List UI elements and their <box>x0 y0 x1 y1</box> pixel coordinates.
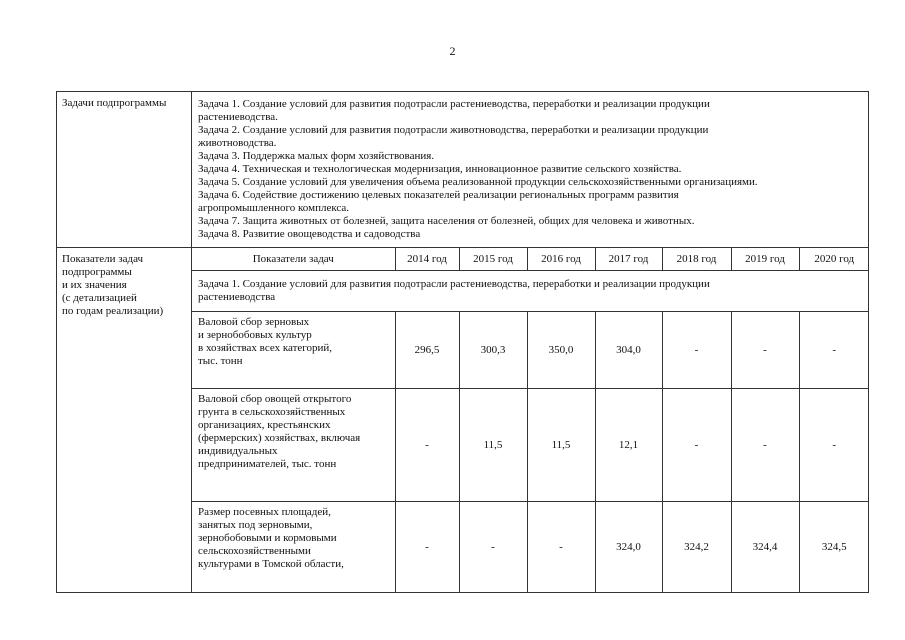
indicator-value: - <box>527 502 595 593</box>
tasks-list <box>192 92 869 248</box>
indicator-value: 324,5 <box>799 502 869 593</box>
indicator-value: 11,5 <box>527 389 595 502</box>
indicator-name-line: культурами в Томской области, <box>198 558 344 570</box>
indicator-name-line: Размер посевных площадей, <box>198 506 331 518</box>
indicator-value: 300,3 <box>459 312 527 389</box>
indicator-value: - <box>799 312 869 389</box>
task-line: Задача 6. Содействие достижению целевых показателей реализации региональных программ развития <box>198 189 679 201</box>
task-title <box>192 271 869 312</box>
indicator-name-line: грунта в сельскохозяйственных <box>198 406 346 418</box>
indicator-name <box>192 502 395 593</box>
indicator-value: - <box>395 389 459 502</box>
indicator-name-line: (фермерских) хозяйствах, включая <box>198 432 361 444</box>
indicator-name <box>192 312 395 389</box>
indicators-values-cell <box>192 248 869 593</box>
task-line: растениеводства. <box>198 111 278 123</box>
indicator-name-line: тыс. тонн <box>198 355 243 367</box>
indicator-value: - <box>459 502 527 593</box>
header-indicator-name: Показатели задач <box>252 252 334 265</box>
indicator-row <box>192 312 869 389</box>
indicator-name-line: зернобобовыми и кормовыми <box>198 532 337 544</box>
indicators-label-line: подпрограммы <box>62 266 132 278</box>
task-title-line: Задача 1. Создание условий для развития подотрасли растениеводства, переработки и реализации продукции <box>198 278 710 290</box>
tasks-label: Задачи подпрограммы <box>62 97 167 109</box>
indicator-name-line: Валовой сбор овощей открытого <box>198 393 352 405</box>
indicator-value: - <box>731 389 799 502</box>
indicator-value: - <box>395 502 459 593</box>
task-line: Задача 8. Развитие овощеводства и садоводства <box>198 228 421 240</box>
indicator-value: - <box>731 312 799 389</box>
header-year: 2015 год <box>459 248 527 271</box>
header-year: 2020 год <box>799 248 869 271</box>
indicator-row <box>192 389 869 502</box>
indicator-value: 324,2 <box>662 502 731 593</box>
indicators-label-line: по годам реализации) <box>62 305 164 317</box>
page-number: 2 <box>449 44 456 58</box>
task-line: животноводства. <box>198 137 277 149</box>
task-line: Задача 3. Поддержка малых форм хозяйствования. <box>198 150 435 162</box>
indicator-name-line: организациях, крестьянских <box>198 419 331 431</box>
task-title-row <box>192 271 869 312</box>
indicators-header-row <box>192 248 869 271</box>
indicator-value: - <box>662 389 731 502</box>
indicator-name-line: индивидуальных <box>198 445 278 457</box>
indicator-value: 12,1 <box>595 389 662 502</box>
indicator-value: 304,0 <box>595 312 662 389</box>
task-line: агропромышленного комплекса. <box>198 202 350 214</box>
indicators-table <box>192 248 869 592</box>
task-line: Задача 1. Создание условий для развития подотрасли растениеводства, переработки и реализации продукции <box>198 98 710 110</box>
indicator-value: 11,5 <box>459 389 527 502</box>
indicator-name-line: Валовой сбор зерновых <box>198 316 310 328</box>
subprogram-passport-table <box>56 91 869 593</box>
indicator-name-line: и зернобобовых культур <box>198 329 312 341</box>
header-year: 2017 год <box>595 248 662 271</box>
indicator-value: 296,5 <box>395 312 459 389</box>
header-year: 2016 год <box>527 248 595 271</box>
header-year: 2014 год <box>395 248 459 271</box>
indicators-row <box>57 248 869 593</box>
indicator-name-line: занятых под зерновыми, <box>198 519 313 531</box>
task-line: Задача 4. Техническая и технологическая модернизация, инновационное развитие сельского хозяйства. <box>198 163 682 175</box>
indicator-row <box>192 502 869 593</box>
task-title-line: растениеводства <box>198 291 276 303</box>
indicator-value: 350,0 <box>527 312 595 389</box>
indicators-label-line: Показатели задач <box>62 253 144 265</box>
tasks-label-cell <box>57 92 192 248</box>
task-line: Задача 7. Защита животных от болезней, защита населения от болезней, общих для человека и животных. <box>198 215 695 227</box>
indicators-label-line: и их значения <box>62 279 127 291</box>
indicator-name <box>192 389 395 502</box>
indicator-value: - <box>662 312 731 389</box>
indicator-value: - <box>799 389 869 502</box>
indicators-label-line: (с детализацией <box>62 292 137 304</box>
indicators-label-cell <box>57 248 192 593</box>
indicator-name-line: предпринимателей, тыс. тонн <box>198 458 337 470</box>
task-line: Задача 2. Создание условий для развития подотрасли животноводства, переработки и реализации продукции <box>198 124 709 136</box>
task-line: Задача 5. Создание условий для увеличения объема реализованной продукции сельскохозяйственными организациями. <box>198 176 758 188</box>
indicator-name-line: сельскохозяйственными <box>198 545 311 557</box>
indicator-value: 324,0 <box>595 502 662 593</box>
header-year: 2018 год <box>662 248 731 271</box>
indicator-value: 324,4 <box>731 502 799 593</box>
indicator-name-line: в хозяйствах всех категорий, <box>198 342 333 354</box>
header-year: 2019 год <box>731 248 799 271</box>
tasks-row <box>57 92 869 248</box>
